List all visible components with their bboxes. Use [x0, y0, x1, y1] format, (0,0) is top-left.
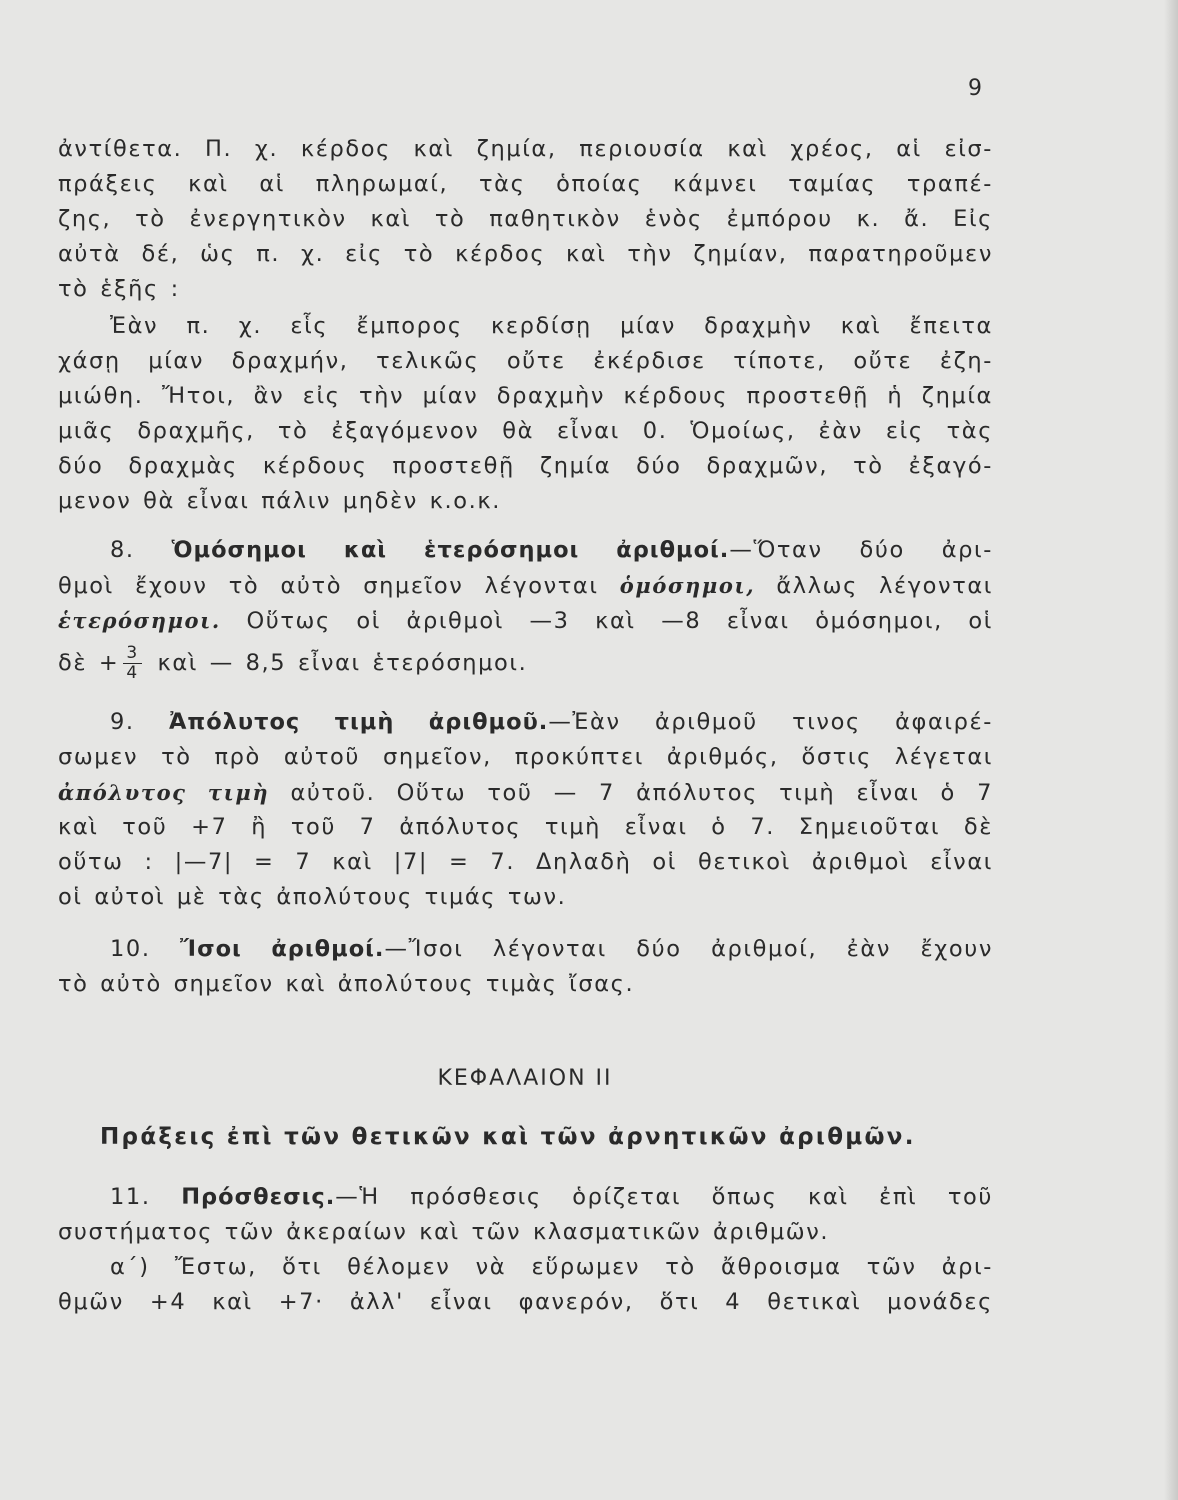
chapter-title: ΚΕΦΑΛΑΙΟΝ ΙΙ [437, 1066, 613, 1091]
text-line: ζης, τὸ ἐνεργητικὸν καὶ τὸ παθητικὸν ἑνὸς ἐμπόρου κ. ἄ. Εἰς [58, 206, 993, 232]
page-number: 9 [968, 76, 983, 101]
term-heterosemous: ἑτερόσημοι. [58, 608, 221, 633]
text-line [58, 775, 993, 810]
paragraph-opposites [58, 132, 993, 307]
text-line: οἱ αὐτοὶ μὲ τὰς ἀπολύτους τιμάς των. [58, 884, 567, 910]
paragraph-example [58, 309, 993, 519]
text-line: οὕτω : |—7| = 7 καὶ |7| = 7. Δηλαδὴ οἱ θετικοὶ ἀριθμοὶ εἶναι [58, 849, 993, 875]
section-number: 10. [110, 936, 151, 962]
section-10-heading-line [58, 932, 993, 967]
section-9 [58, 705, 993, 915]
section-9-heading-line [58, 705, 993, 740]
section-number: 9. [110, 709, 135, 735]
section-11 [58, 1180, 993, 1320]
section-11-heading-line [58, 1180, 993, 1215]
section-number: 11. [110, 1184, 151, 1210]
section-title: Ἀπόλυτος τιμὴ ἀριθμοῦ. [169, 709, 549, 735]
text-line: τὸ αὐτὸ σημεῖον καὶ ἀπολύτους τιμὰς ἴσας. [58, 971, 635, 997]
text-fragment: Οὕτως οἱ ἀριθμοὶ —3 καὶ —8 εἶναι ὁμόσημοι, οἱ [220, 608, 993, 634]
text-fragment: —Ἡ πρόσθεσις ὁρίζεται ὅπως καὶ ἐπὶ τοῦ [335, 1184, 993, 1210]
section-title: Ὁμόσημοι καὶ ἑτερόσημοι ἀριθμοί. [171, 537, 730, 563]
section-10 [58, 932, 993, 1002]
text-line: μιώθη. Ἤτοι, ἂν εἰς τὴν μίαν δραχμὴν κέρδους προστεθῇ ἡ ζημία [58, 383, 993, 409]
section-title: Ἴσοι ἀριθμοί. [180, 936, 385, 962]
text-line: μιᾶς δραχμῆς, τὸ ἐξαγόμενον θὰ εἶναι 0. Ὁμοίως, ἐὰν εἰς τὰς [58, 418, 993, 444]
text-fragment: —Ἐὰν ἀριθμοῦ τινος ἀφαιρέ- [548, 709, 993, 735]
section-title: Πρόσθεσις. [181, 1184, 336, 1210]
fraction-numerator: 3 [123, 644, 141, 664]
text-line: σωμεν τὸ πρὸ αὐτοῦ σημεῖον, προκύπτει ἀριθμός, ὅστις λέγεται [58, 744, 993, 770]
text-line: αὐτὰ δέ, ὡς π. χ. εἰς τὸ κέρδος καὶ τὴν ζημίαν, παρατηροῦμεν [58, 241, 993, 267]
text-fragment: —Ὅταν δύο ἀρι- [729, 537, 993, 563]
text-line [58, 603, 993, 638]
text-line: δύο δραχμὰς κέρδους προστεθῇ ζημία δύο δραχμῶν, τὸ ἐξαγό- [58, 453, 993, 479]
fraction [123, 644, 141, 683]
text-line: μενον θὰ εἶναι πάλιν μηδὲν κ.ο.κ. [58, 488, 502, 514]
section-8 [58, 533, 993, 688]
text-line: τὸ ἑξῆς : [58, 276, 180, 302]
section-8-heading-line [58, 533, 993, 568]
term-absolute-value: ἀπόλυτος τιμὴ [58, 780, 270, 805]
text-line [58, 568, 993, 603]
text-line: θμῶν +4 καὶ +7· ἀλλ' εἶναι φανερόν, ὅτι 4 θετικαὶ μονάδες [58, 1289, 993, 1315]
text-line: ἀντίθετα. Π. χ. κέρδος καὶ ζημία, περιουσία καὶ χρέος, αἱ εἰσ- [58, 136, 993, 162]
text-fragment: —Ἴσοι λέγονται δύο ἀριθμοί, ἐὰν ἔχουν [384, 936, 993, 962]
chapter-subtitle: Πράξεις ἐπὶ τῶν θετικῶν καὶ τῶν ἀρνητικῶν ἀριθμῶν. [100, 1124, 916, 1150]
text-line: χάσῃ μίαν δραχμήν, τελικῶς οὔτε ἐκέρδισε τίποτε, οὔτε ἐζη- [58, 348, 993, 374]
text-line: συστήματος τῶν ἀκεραίων καὶ τῶν κλασματικῶν ἀριθμῶν. [58, 1219, 830, 1245]
text-fragment: δὲ + [58, 650, 120, 676]
text-fragment: θμοὶ ἔχουν τὸ αὐτὸ σημεῖον λέγονται [58, 573, 620, 599]
text-line: Ἐὰν π. χ. εἷς ἔμπορος κερδίσῃ μίαν δραχμὴν καὶ ἔπειτα [110, 313, 993, 339]
section-number: 8. [110, 537, 135, 563]
term-homosemous: ὁμόσημοι, [619, 573, 756, 598]
fraction-denominator: 4 [126, 663, 139, 683]
text-line: πράξεις καὶ αἱ πληρωμαί, τὰς ὁποίας κάμνει ταμίας τραπέ- [58, 171, 993, 197]
text-fragment: καὶ — 8,5 εἶναι ἑτερόσημοι. [145, 650, 528, 676]
text-line-fraction [58, 638, 993, 688]
text-line: α΄) Ἔστω, ὅτι θέλομεν νὰ εὕρωμεν τὸ ἄθροισμα τῶν ἀρι- [110, 1254, 993, 1280]
text-line: καὶ τοῦ +7 ἢ τοῦ 7 ἀπόλυτος τιμὴ εἶναι ὁ 7. Σημειοῦται δὲ [58, 814, 993, 840]
text-fragment: αὐτοῦ. Οὕτω τοῦ — 7 ἀπόλυτος τιμὴ εἶναι ὁ 7 [269, 780, 993, 806]
page-edge-shadow [1164, 0, 1178, 1500]
text-fragment: ἄλλως λέγονται [755, 573, 993, 599]
